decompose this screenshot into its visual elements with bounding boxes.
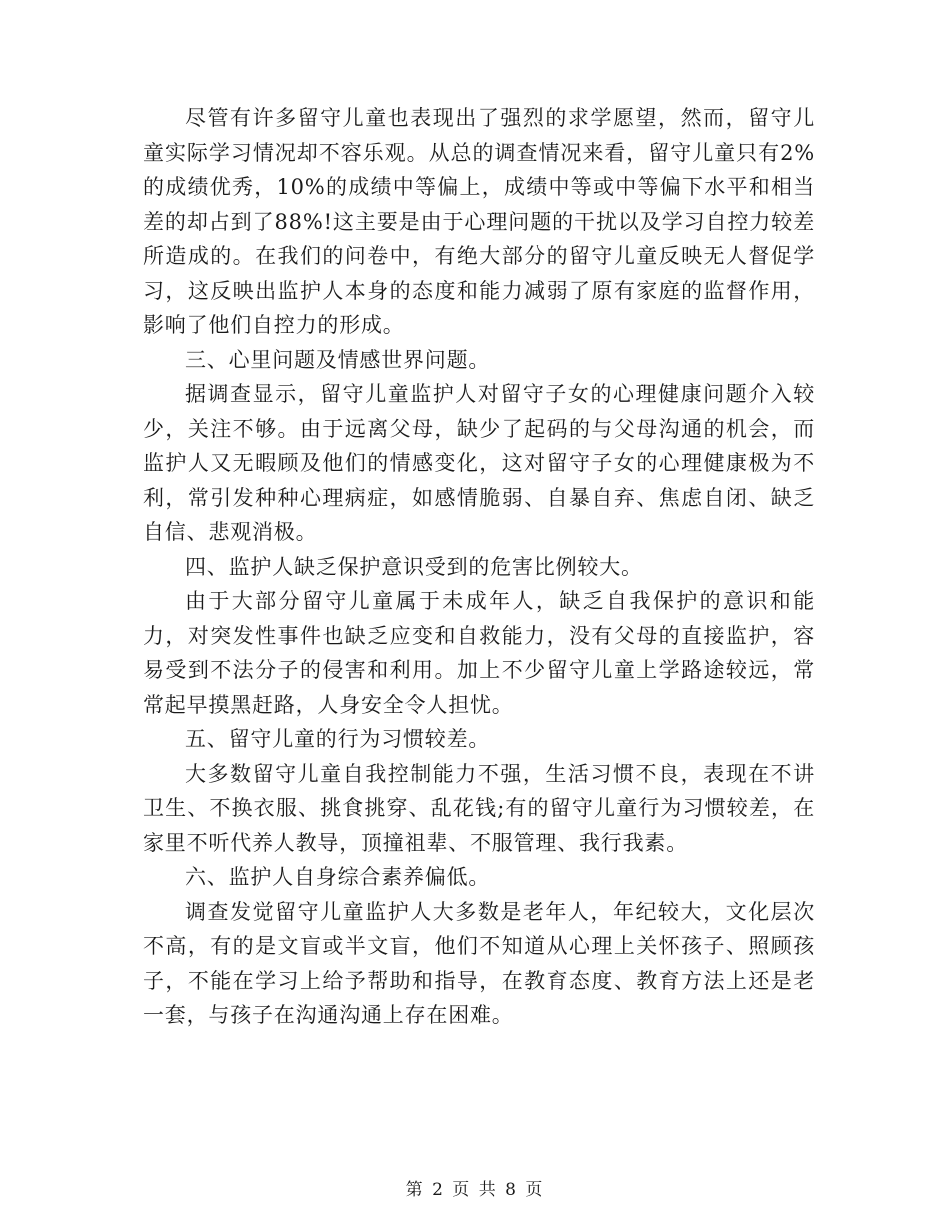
paragraph-behavior: 大多数留守儿童自我控制能力不强，生活习惯不良，表现在不讲卫生、不换衣服、挑食挑穿、乱花钱;有的留守儿童行为习惯较差，在家里不听代养人教导，顶撞祖辈、不服管理、我行我素。	[143, 761, 815, 855]
paragraph-guardian-quality: 调查发觉留守儿童监护人大多数是老年人，年纪较大，文化层次不高，有的是文盲或半文盲，他们不知道从心理上关怀孩子、照顾孩子，不能在学习上给予帮助和指导，在教育态度、教育方法上还是老一套，与孩子在沟通沟通上存在困难。	[143, 899, 815, 1027]
heading-section-3: 三、心里问题及情感世界问题。	[185, 347, 491, 372]
document-body	[143, 101, 815, 1033]
heading-section-5: 五、留守儿童的行为习惯较差。	[185, 727, 491, 751]
heading-section-6: 六、监护人自身综合素养偏低。	[185, 865, 491, 889]
paragraph-safety: 由于大部分留守儿童属于未成年人，缺乏自我保护的意识和能力，对突发性事件也缺乏应变和自救能力，没有父母的直接监护，容易受到不法分子的侵害和利用。加上不少留守儿童上学路途较远，常常起早摸黑赶路，人身安全令人担忧。	[143, 589, 815, 717]
page-number-footer: 第 2 页 共 8 页	[405, 1180, 545, 1200]
paragraph-mental-health: 据调查显示，留守儿童监护人对留守子女的心理健康问题介入较少，关注不够。由于远离父母，缺少了起码的与父母沟通的机会，而监护人又无暇顾及他们的情感变化，这对留守子女的心理健康极为不利，常引发种种心理病症，如感情脆弱、自暴自弃、焦虑自闭、缺乏自信、悲观消极。	[143, 382, 815, 544]
paragraph-study-situation: 尽管有许多留守儿童也表现出了强烈的求学愿望，然而，留守儿童实际学习情况却不容乐观。从总的调查情况来看，留守儿童只有2%的成绩优秀，10%的成绩中等偏上，成绩中等或中等偏下水平和相当差的却占到了88%!这主要是由于心理问题的干扰以及学习自控力较差所造成的。在我们的问卷中，有绝大部分的留守儿童反映无人督促学习，这反映出监护人本身的态度和能力减弱了原有家庭的监督作用，影响了他们自控力的形成。	[143, 106, 815, 337]
heading-section-4: 四、监护人缺乏保护意识受到的危害比例较大。	[185, 554, 643, 579]
